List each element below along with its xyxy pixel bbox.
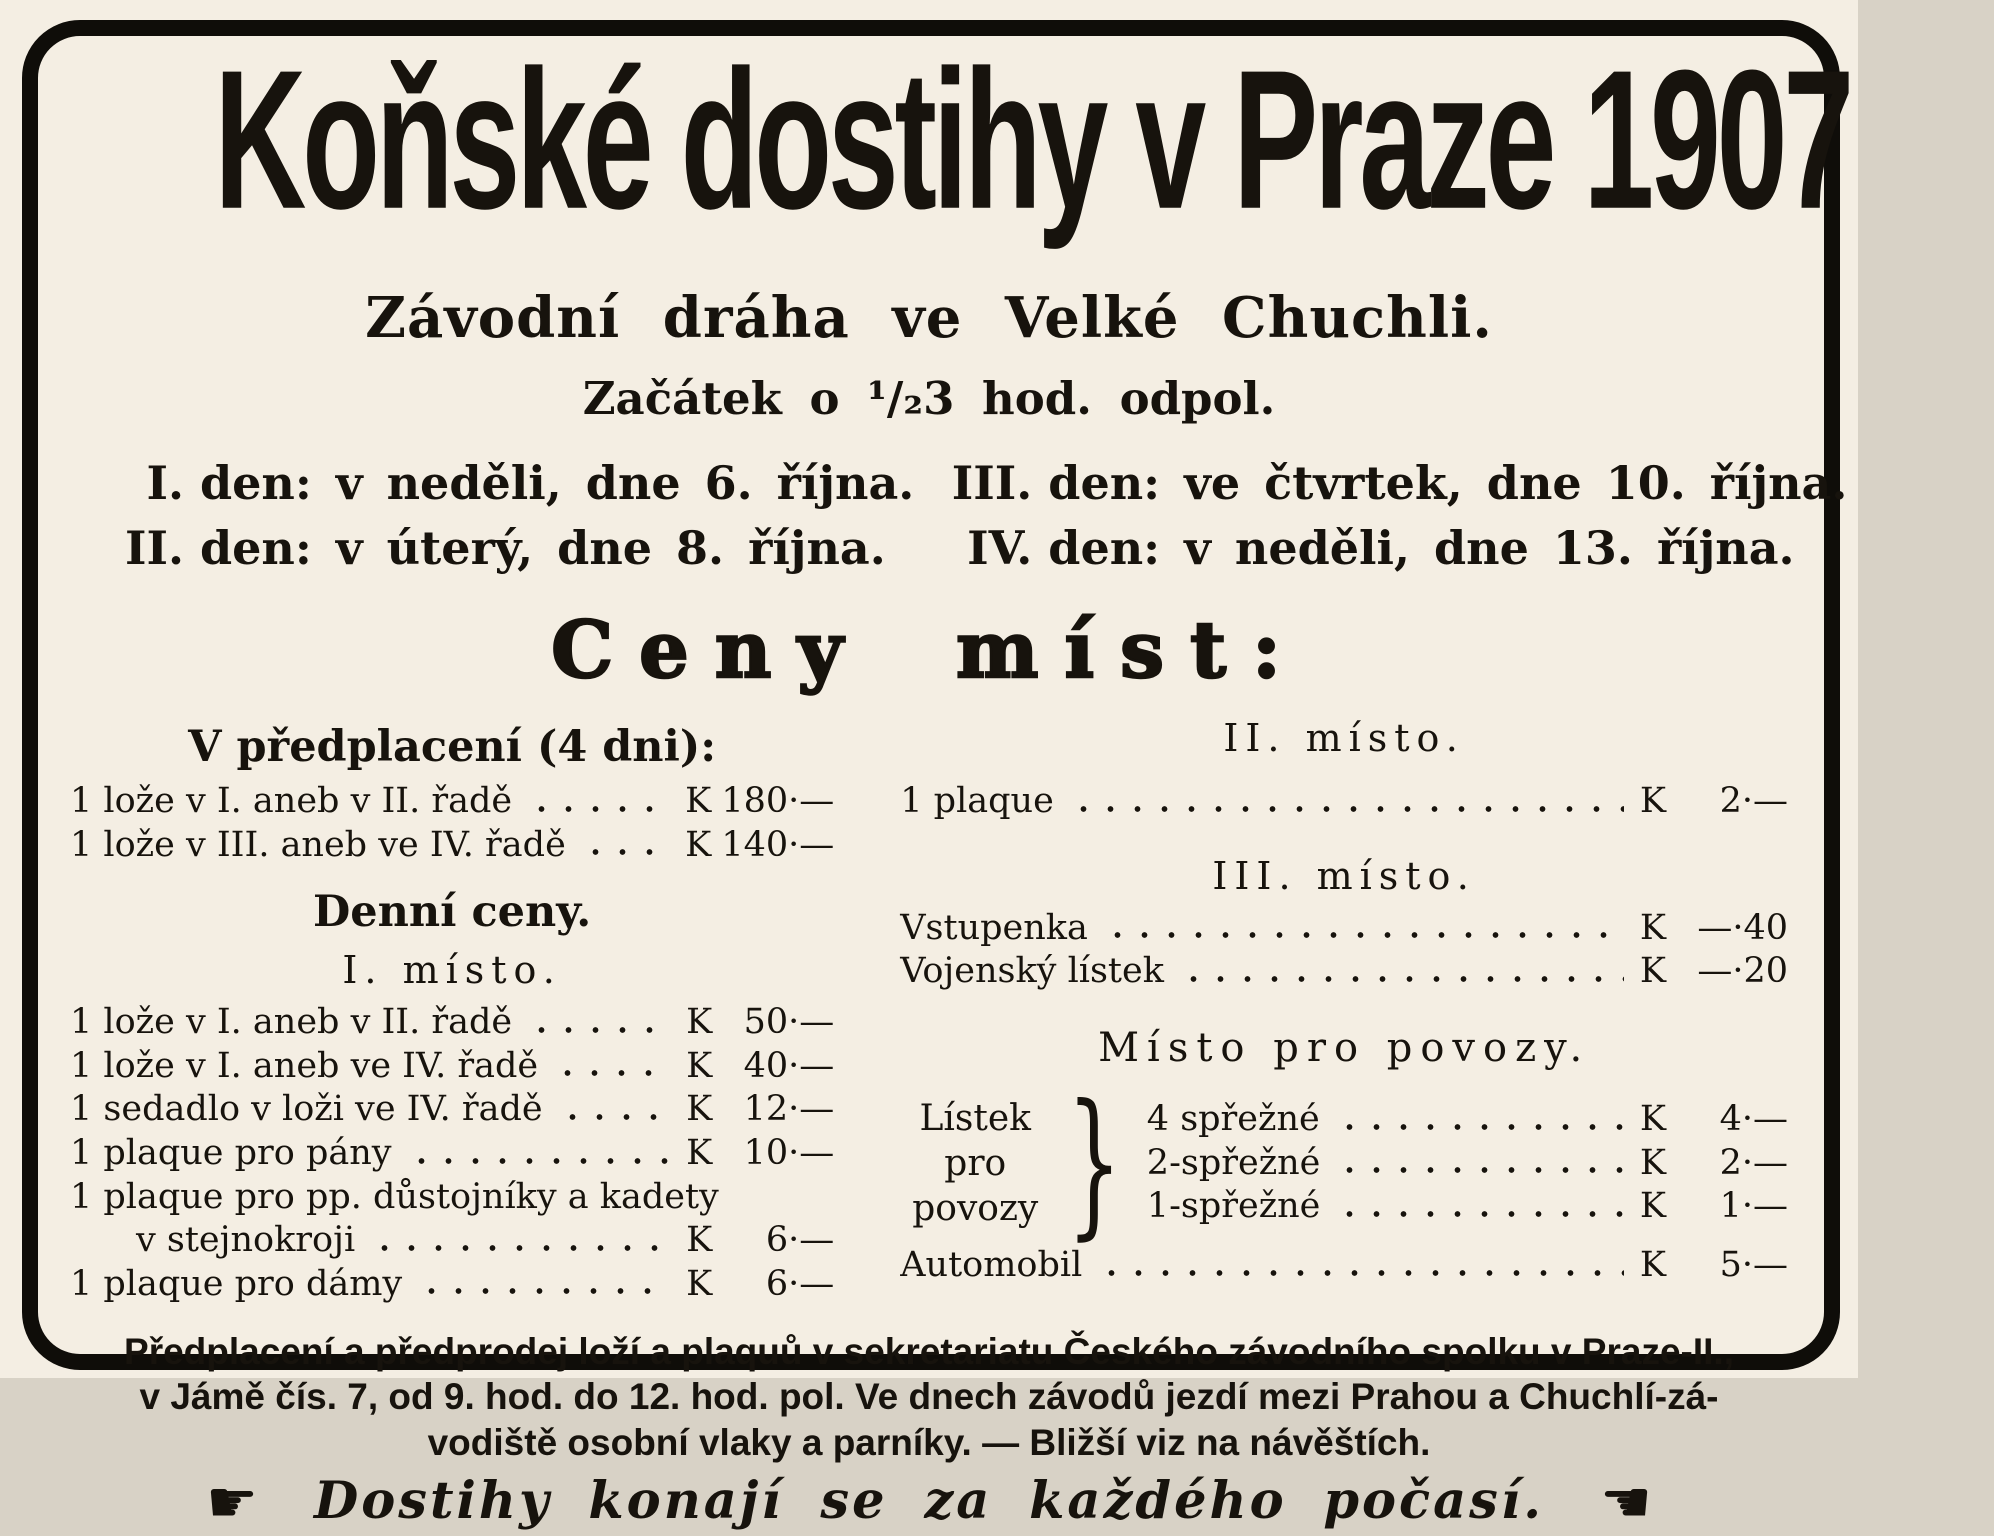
- price-label: 1-spřežné: [1146, 1186, 1321, 1227]
- day-roman-2: II.: [124, 521, 184, 576]
- notice-line-2: v Jámě čís. 7, od 9. hod. do 12. hod. pol. Ve dnech závodů jezdí mezi Prahou a Chuchlí-zá-: [139, 1376, 1719, 1418]
- price-label: Vstupenka: [900, 907, 1088, 948]
- sales-notice: [70, 1329, 1788, 1464]
- place2-header: II. místo.: [1223, 715, 1465, 760]
- price-column-right: [860, 715, 1788, 1289]
- price-label: 1 plaque pro dámy: [70, 1263, 403, 1304]
- price-label: Vojenský lístek: [900, 951, 1164, 992]
- price-value: 140·—: [721, 824, 835, 865]
- currency-label: K: [1639, 907, 1666, 948]
- dot-leader: [408, 1158, 671, 1164]
- pointing-hand-left-icon: ☚: [1600, 1467, 1652, 1536]
- currency-label: K: [685, 824, 712, 865]
- dot-leader: [371, 1245, 670, 1251]
- povozy-label-line-2: pro: [944, 1142, 1007, 1184]
- price-value: 2·—: [1719, 781, 1788, 822]
- title-wrap: [70, 28, 1850, 251]
- price-row: [70, 825, 834, 866]
- povozy-block: [900, 1071, 1788, 1255]
- price-value: 6·—: [765, 1220, 835, 1261]
- notice-line-3: vodiště osobní vlaky a parníky. — Bližší viz na návěštích.: [427, 1421, 1431, 1463]
- price-row: [1147, 1099, 1788, 1140]
- day-line-4: [914, 516, 1847, 581]
- dot-leader: [582, 849, 669, 855]
- dot-leader: [1104, 932, 1624, 938]
- day-text-1: den: v neděli, dne 6. října.: [200, 456, 915, 510]
- pointing-hand-right-icon: ☛: [205, 1467, 258, 1536]
- weather-footer: [70, 1467, 1788, 1536]
- currency-label: K: [686, 1132, 713, 1173]
- currency-label: K: [1639, 951, 1666, 992]
- dot-leader: [1336, 1211, 1623, 1217]
- dot-leader: [1336, 1124, 1624, 1130]
- venue-subtitle: Závodní dráha ve Velké Chuchli.: [365, 285, 1493, 351]
- povozy-header: Místo pro povozy.: [1098, 1025, 1591, 1071]
- dot-leader: [1098, 1270, 1624, 1276]
- price-row: [70, 1046, 834, 1087]
- day-line-3: [914, 451, 1847, 516]
- price-row: [900, 1245, 1788, 1286]
- currency-label: K: [686, 1045, 713, 1086]
- day-text-4: den: v neděli, dne 13. října.: [1048, 521, 1795, 576]
- day-roman-4: IV.: [967, 521, 1033, 576]
- price-value: 5·—: [1719, 1245, 1788, 1285]
- povozy-label-line-3: povozy: [912, 1187, 1039, 1229]
- price-row: [70, 1133, 834, 1174]
- price-label: 2-spřežné: [1146, 1142, 1321, 1183]
- price-label: 1 lože v I. aneb v II. řadě: [70, 1002, 513, 1043]
- currency-label: K: [1639, 1186, 1666, 1227]
- price-row: [900, 908, 1788, 949]
- price-row: [70, 1220, 834, 1261]
- notice-line-1: Předplacení a předprodej loží a plaquů v sekretariatu Českého závodního spolku v Praze-II.,: [124, 1331, 1734, 1373]
- dot-leader: [1336, 1167, 1623, 1173]
- price-label: Automobil: [900, 1245, 1083, 1285]
- povozy-rows: [1147, 1096, 1788, 1230]
- dot-leader: [554, 1070, 670, 1076]
- price-value: —·40: [1697, 907, 1788, 948]
- price-row: [70, 1177, 834, 1218]
- dot-leader: [418, 1288, 670, 1294]
- day-roman-3: III.: [951, 456, 1033, 510]
- price-label: 1 plaque pro pp. důstojníky a kadety: [70, 1176, 719, 1217]
- start-time-line: Začátek o ¹/₂3 hod. odpol.: [582, 372, 1276, 425]
- price-column-left: [70, 718, 860, 1308]
- price-label: 1 plaque pro pány: [70, 1132, 392, 1173]
- dot-leader: [528, 806, 669, 812]
- povozy-ticket-label: [900, 1096, 1050, 1231]
- currency-label: K: [685, 780, 712, 821]
- currency-label: K: [686, 1220, 713, 1261]
- price-row: [1147, 1143, 1788, 1184]
- price-columns: [70, 715, 1788, 1308]
- price-value: 2·—: [1719, 1142, 1788, 1183]
- price-value: 4·—: [1719, 1099, 1788, 1140]
- currency-label: K: [1639, 781, 1666, 822]
- price-value: 180·—: [721, 780, 835, 821]
- place1-header: I. místo.: [342, 948, 562, 993]
- currency-label: K: [686, 1263, 713, 1304]
- price-label: 1 sedadlo v loži ve IV. řadě: [70, 1089, 543, 1130]
- footer-text: Dostihy konají se za každého počasí.: [313, 1471, 1544, 1532]
- price-row: [70, 1089, 834, 1130]
- price-row: [70, 781, 834, 822]
- currency-label: K: [1639, 1245, 1666, 1285]
- price-row: [70, 1264, 834, 1305]
- price-value: 6·—: [765, 1263, 835, 1304]
- grouping-brace: }: [1066, 1071, 1123, 1255]
- race-days-right: [914, 451, 1847, 582]
- day-line-2: [84, 516, 914, 581]
- place3-header: III. místo.: [1212, 854, 1476, 899]
- day-text-2: den: v úterý, dne 8. října.: [200, 521, 886, 576]
- dot-leader: [1070, 806, 1624, 812]
- price-row: [900, 781, 1788, 822]
- price-row: [1147, 1186, 1788, 1227]
- race-days: [70, 451, 1848, 582]
- price-row: [900, 951, 1788, 992]
- daily-prices-header: Denní ceny.: [312, 887, 592, 938]
- currency-label: K: [1639, 1099, 1666, 1140]
- povozy-label-line-1: Lístek: [919, 1097, 1031, 1139]
- price-label: 1 plaque: [900, 781, 1054, 822]
- price-value: —·20: [1697, 951, 1788, 992]
- price-label: 1 lože v III. aneb ve IV. řadě: [70, 824, 566, 865]
- price-row: [70, 1002, 834, 1043]
- dot-leader: [559, 1114, 670, 1120]
- prices-heading: Ceny míst:: [551, 604, 1307, 696]
- dot-leader: [528, 1027, 670, 1033]
- day-line-1: [84, 451, 914, 516]
- price-label: 1 lože v I. aneb ve IV. řadě: [70, 1045, 539, 1086]
- subscription-header: V předplacení (4 dni):: [188, 721, 717, 772]
- race-days-left: [84, 451, 914, 582]
- price-label: 4 spřežné: [1146, 1099, 1320, 1140]
- price-value: 50·—: [743, 1002, 835, 1043]
- poster-title: Koňské dostihy v Praze 1907: [214, 28, 1850, 251]
- dot-leader: [1180, 976, 1624, 982]
- price-value: 12·—: [743, 1089, 835, 1130]
- currency-label: K: [1639, 1142, 1666, 1183]
- day-text-3: den: ve čtvrtek, dne 10. října.: [1048, 456, 1848, 510]
- price-value: 1·—: [1719, 1186, 1788, 1227]
- price-label: v stejnokroji: [136, 1220, 356, 1261]
- price-value: 40·—: [743, 1045, 835, 1086]
- currency-label: K: [686, 1089, 713, 1130]
- price-label: 1 lože v I. aneb v II. řadě: [70, 780, 513, 821]
- price-value: 10·—: [743, 1132, 835, 1173]
- day-roman-1: I.: [146, 456, 184, 510]
- currency-label: K: [686, 1002, 713, 1043]
